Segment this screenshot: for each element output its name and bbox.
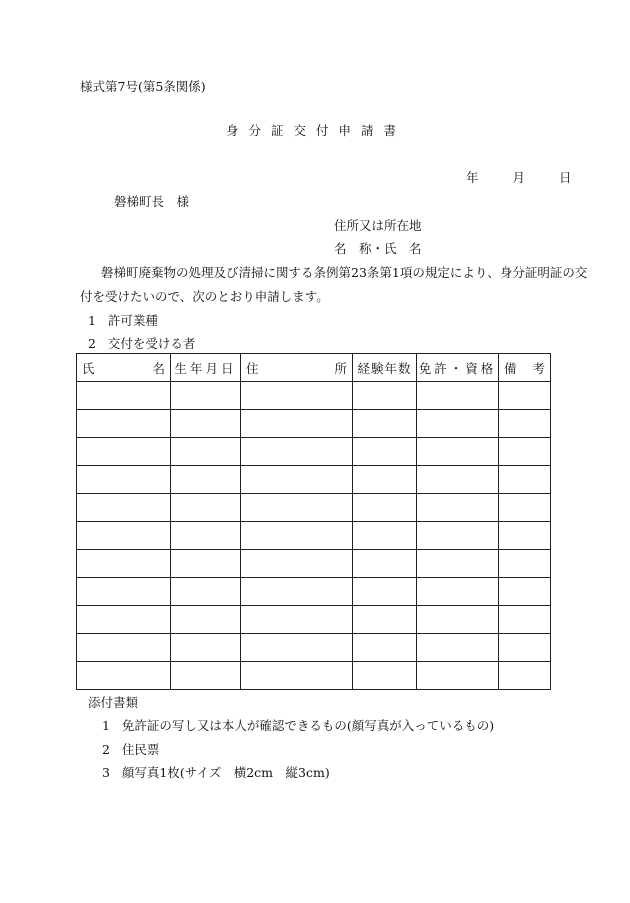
date-year: 年	[466, 170, 479, 185]
table-cell[interactable]	[499, 410, 551, 438]
table-cell[interactable]	[77, 634, 171, 662]
table-row	[77, 494, 551, 522]
table-cell[interactable]	[417, 662, 499, 690]
form-number: 様式第7号(第5条関係)	[80, 79, 206, 94]
table-cell[interactable]	[499, 550, 551, 578]
table-cell[interactable]	[77, 410, 171, 438]
table-cell[interactable]	[241, 634, 353, 662]
table-cell[interactable]	[353, 522, 417, 550]
item-number: 1	[88, 313, 96, 328]
table-cell[interactable]	[171, 662, 241, 690]
attachment-number: 2	[102, 742, 110, 757]
document-title: 身分証交付申請書	[226, 123, 407, 138]
table-cell[interactable]	[417, 438, 499, 466]
table-row	[77, 522, 551, 550]
table-cell[interactable]	[499, 522, 551, 550]
attachment-item	[102, 767, 330, 780]
table-row	[77, 606, 551, 634]
date-month: 月	[512, 170, 526, 185]
table-cell[interactable]	[417, 550, 499, 578]
header-address: 住 所	[241, 354, 353, 382]
table-row	[77, 550, 551, 578]
header-remarks: 備 考	[499, 354, 551, 382]
table-cell[interactable]	[499, 494, 551, 522]
table-body	[77, 382, 551, 690]
attachment-text: 住民票	[121, 742, 160, 757]
table-cell[interactable]	[499, 438, 551, 466]
recipient-table	[76, 353, 551, 690]
table-cell[interactable]	[171, 382, 241, 410]
attachment-item	[102, 744, 159, 757]
table-header-row	[77, 354, 551, 382]
attachment-text: 顔写真1枚(サイズ 横2cm 縦3cm)	[121, 765, 330, 780]
date-day: 日	[559, 170, 572, 185]
table-cell[interactable]	[241, 662, 353, 690]
table-cell[interactable]	[417, 382, 499, 410]
table-cell[interactable]	[353, 550, 417, 578]
table-cell[interactable]	[499, 466, 551, 494]
table-cell[interactable]	[171, 634, 241, 662]
table-cell[interactable]	[241, 382, 353, 410]
header-name: 氏 名	[77, 354, 171, 382]
item-number: 2	[88, 336, 96, 351]
table-cell[interactable]	[171, 606, 241, 634]
table-cell[interactable]	[499, 578, 551, 606]
table-row	[77, 438, 551, 466]
table-cell[interactable]	[499, 606, 551, 634]
item-license-type	[88, 315, 158, 328]
table-cell[interactable]	[77, 662, 171, 690]
header-license: 免許・資格	[417, 354, 499, 382]
table-cell[interactable]	[77, 550, 171, 578]
header-birthdate: 生年月日	[171, 354, 241, 382]
table-cell[interactable]	[241, 522, 353, 550]
table-row	[77, 466, 551, 494]
table-cell[interactable]	[241, 438, 353, 466]
body-text-line-2: 付を受けたいので、次のとおり申請します。	[80, 289, 329, 304]
table-cell[interactable]	[241, 550, 353, 578]
attachment-text: 免許証の写し又は本人が確認できるもの(顔写真が入っているもの)	[121, 718, 495, 733]
table-row	[77, 634, 551, 662]
table-cell[interactable]	[353, 382, 417, 410]
attachment-number: 3	[102, 765, 110, 780]
header-experience: 経験年数	[353, 354, 417, 382]
table-cell[interactable]	[353, 410, 417, 438]
table-cell[interactable]	[241, 410, 353, 438]
table-cell[interactable]	[353, 634, 417, 662]
table-cell[interactable]	[353, 466, 417, 494]
table-row	[77, 382, 551, 410]
item-text: 交付を受ける者	[107, 336, 196, 351]
table-row	[77, 410, 551, 438]
table-cell[interactable]	[417, 410, 499, 438]
attachment-number: 1	[102, 718, 110, 733]
table-cell[interactable]	[77, 382, 171, 410]
table-cell[interactable]	[171, 578, 241, 606]
table-cell[interactable]	[241, 606, 353, 634]
table-cell[interactable]	[241, 494, 353, 522]
table-cell[interactable]	[499, 634, 551, 662]
table-cell[interactable]	[171, 522, 241, 550]
table-cell[interactable]	[417, 606, 499, 634]
table-row	[77, 662, 551, 690]
table-cell[interactable]	[499, 662, 551, 690]
table-cell[interactable]	[417, 634, 499, 662]
table-cell[interactable]	[241, 578, 353, 606]
table-cell[interactable]	[171, 494, 241, 522]
body-text-line-1: 磐梯町廃棄物の処理及び清掃に関する条例第23条第1項の規定により、身分証明証の交	[101, 265, 588, 280]
attachments-heading: 添付書類	[88, 695, 139, 710]
table-cell[interactable]	[171, 410, 241, 438]
table-cell[interactable]	[353, 606, 417, 634]
table-cell[interactable]	[353, 662, 417, 690]
table-row	[77, 578, 551, 606]
addressee: 磐梯町長 様	[114, 194, 190, 209]
item-text: 許可業種	[107, 313, 158, 328]
table-cell[interactable]	[499, 382, 551, 410]
table-cell[interactable]	[171, 438, 241, 466]
applicant-address-label: 住所又は所在地	[334, 218, 422, 233]
applicant-name-label: 名 称・氏 名	[334, 241, 422, 256]
table-cell[interactable]	[77, 466, 171, 494]
item-recipient	[88, 338, 195, 351]
table-cell[interactable]	[77, 578, 171, 606]
table-cell[interactable]	[171, 466, 241, 494]
table-cell[interactable]	[77, 438, 171, 466]
table-cell[interactable]	[353, 578, 417, 606]
table-cell[interactable]	[171, 550, 241, 578]
date-line	[466, 172, 572, 185]
table-cell[interactable]	[77, 606, 171, 634]
table-cell[interactable]	[417, 522, 499, 550]
table-cell[interactable]	[77, 522, 171, 550]
table-cell[interactable]	[77, 494, 171, 522]
table-cell[interactable]	[417, 494, 499, 522]
table-cell[interactable]	[417, 466, 499, 494]
table-cell[interactable]	[417, 578, 499, 606]
table-cell[interactable]	[241, 466, 353, 494]
table-cell[interactable]	[353, 494, 417, 522]
table-cell[interactable]	[353, 438, 417, 466]
attachment-item	[102, 720, 494, 733]
